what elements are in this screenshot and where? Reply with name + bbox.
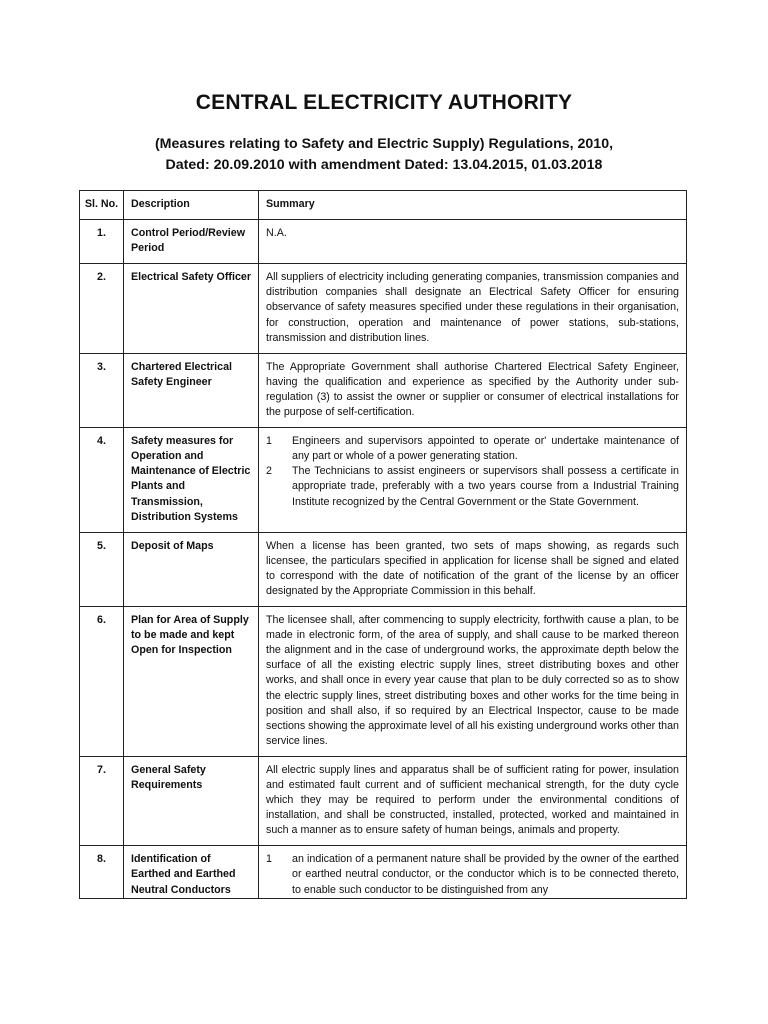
point-text: The Technicians to assist engineers or supervisors shall possess a certificate in appropriate trade, preferably with a two years course from a Industrial Training Institute recognized by the Central Government or the State Government. bbox=[292, 465, 679, 508]
header-sl-no: Sl. No. bbox=[80, 191, 124, 220]
summary-point bbox=[266, 852, 679, 897]
row-description: Electrical Safety Officer bbox=[124, 264, 259, 353]
row-summary: The licensee shall, after commencing to supply electricity, forthwith cause a plan, to be made in electronic form, of the area of supply, and shall cause to be marked thereon the alignment and in the case of underground works, the approximate depth below the surface of all the existing electric supply lines, street distributing boxes and other works, and shall once in every year cause that plan to be duly corrected so as to show the electric supply lines, street distributing boxes and other works for the time being in position and shall also, if so required by an Electrical Inspector, cause to be made sections showing the approximate level of all his existing underground works other than service lines. bbox=[259, 607, 687, 757]
table-row bbox=[80, 846, 687, 898]
row-number: 2. bbox=[80, 264, 124, 353]
summary-point bbox=[266, 434, 679, 464]
row-description: Deposit of Maps bbox=[124, 532, 259, 606]
point-number: 2 bbox=[266, 465, 272, 478]
table-row bbox=[80, 607, 687, 757]
row-description: Safety measures for Operation and Maintenance of Electric Plants and Transmission, Distribution Systems bbox=[124, 428, 259, 533]
row-number: 3. bbox=[80, 353, 124, 427]
table-row bbox=[80, 428, 687, 533]
row-summary: All electric supply lines and apparatus shall be of sufficient rating for power, insulation and estimated fault current and of sufficient mechanical strength, for the duty cycle which they may be required to perform under the environmental conditions of installation, and shall be constructed, installed, protected, worked and maintained in such a manner as to ensure safety of human beings, animals and property. bbox=[259, 756, 687, 845]
row-number: 4. bbox=[80, 428, 124, 533]
table-row bbox=[80, 756, 687, 845]
table-row bbox=[80, 532, 687, 606]
document-subtitle bbox=[0, 134, 768, 175]
row-summary: When a license has been granted, two sets of maps showing, as regards such licensee, the particulars specified in application for license shall be signed and elated to correspond with the date of notification of the grant of the license by an officer designated by the Appropriate Commission in this behalf. bbox=[259, 532, 687, 606]
row-number: 5. bbox=[80, 532, 124, 606]
row-number: 8. bbox=[80, 846, 124, 898]
row-number: 6. bbox=[80, 607, 124, 757]
row-summary: All suppliers of electricity including generating companies, transmission companies and distribution companies shall designate an Electrical Safety Officer for ensuring observance of safety measures specified under these regulations in their organisation, for construction, operation and maintenance of power stations, sub-stations, transmission and distribution lines. bbox=[259, 264, 687, 353]
document-title: CENTRAL ELECTRICITY AUTHORITY bbox=[195, 91, 573, 114]
row-number: 7. bbox=[80, 756, 124, 845]
row-description: Identification of Earthed and Earthed Neutral Conductors bbox=[124, 846, 259, 898]
table-header-row bbox=[80, 191, 687, 220]
point-text: an indication of a permanent nature shall be provided by the owner of the earthed or earthed neutral conductor, or the conductor which is to be connected thereto, to enable such conductor to be distinguished from any bbox=[292, 853, 679, 896]
point-number: 1 bbox=[266, 435, 272, 448]
table-row bbox=[80, 220, 687, 264]
point-number: 1 bbox=[266, 853, 272, 866]
table-row bbox=[80, 353, 687, 427]
row-summary: The Appropriate Government shall authorise Chartered Electrical Safety Engineer, having the qualification and experience as specified by the Authority under sub-regulation (3) to assist the owner or supplier or consumer of electrical installations for the purpose of self-certification. bbox=[259, 353, 687, 427]
row-summary bbox=[259, 428, 687, 533]
row-description: Chartered Electrical Safety Engineer bbox=[124, 353, 259, 427]
row-description: Plan for Area of Supply to be made and kept Open for Inspection bbox=[124, 607, 259, 757]
row-number: 1. bbox=[80, 220, 124, 264]
summary-clip bbox=[266, 852, 679, 897]
row-description: General Safety Requirements bbox=[124, 756, 259, 845]
regulations-table bbox=[79, 190, 687, 899]
row-summary: N.A. bbox=[259, 220, 687, 264]
header-summary: Summary bbox=[259, 191, 687, 220]
row-summary bbox=[259, 846, 687, 898]
point-text: Engineers and supervisors appointed to operate or' undertake maintenance of any part or whole of a power generating station. bbox=[292, 435, 679, 463]
subtitle-line-2: Dated: 20.09.2010 with amendment Dated: 13.04.2015, 01.03.2018 bbox=[165, 156, 603, 173]
summary-point bbox=[266, 464, 679, 509]
subtitle-line-1: (Measures relating to Safety and Electric Supply) Regulations, 2010, bbox=[154, 136, 614, 152]
table-row bbox=[80, 264, 687, 353]
header-description: Description bbox=[124, 191, 259, 220]
row-description: Control Period/Review Period bbox=[124, 220, 259, 264]
